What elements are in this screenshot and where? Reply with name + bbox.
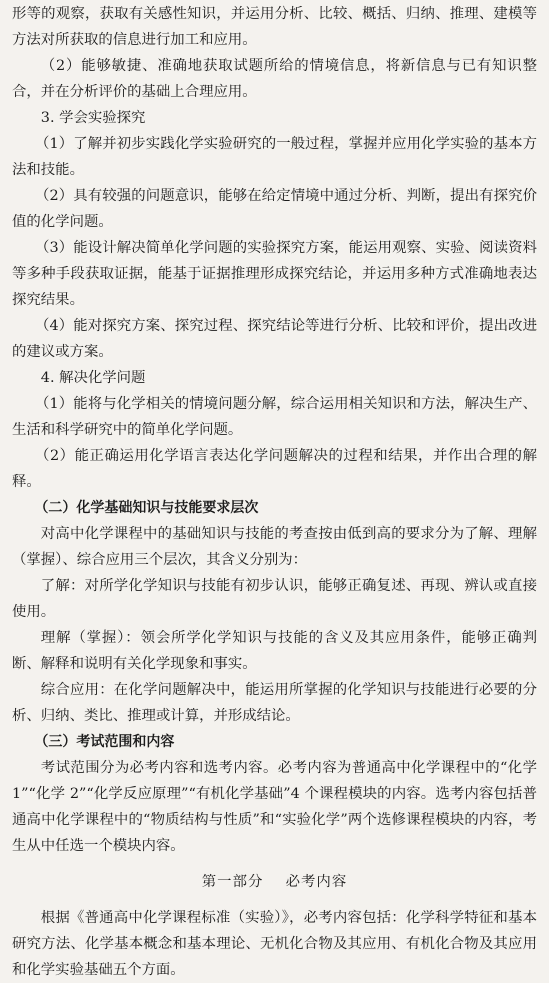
part-title [12, 869, 537, 895]
section-heading-levels: （二）化学基础知识与技能要求层次 [34, 500, 259, 516]
paragraph-problem-1: （1）能将与化学相关的情境问题分解，综合运用相关知识和方法，解决生产、生活和科学研究中的简单化学问题。 [12, 396, 537, 438]
paragraph-scope: 考试范围分为必考内容和选考内容。必考内容为普通高中化学课程中的“化学 1”“化学 2”“化学反应原理”“有机化学基础”4 个课程模块的内容。选考内容包括普通高中化学课程中的“物质结构与性质”和“实验化学”两个选修课程模块的内容，考生从中任选一个模块内容。 [12, 760, 537, 854]
paragraph-experiment-1: （1）了解并初步实践化学实验研究的一般过程，掌握并应用化学实验的基本方法和技能。 [12, 136, 537, 178]
section-heading-scope: （三）考试范围和内容 [34, 734, 175, 750]
paragraph-experiment-3: （3）能设计解决简单化学问题的实验探究方案，能运用观察、实验、阅读资料等多种手段获取证据，能基于证据推理形成探究结论，并运用多种方式准确地表达探究结果。 [12, 240, 537, 308]
paragraph-required-content: 根据《普通高中化学课程标准（实验）》，必考内容包括：化学科学特征和基本研究方法、化学基本概念和基本理论、无机化合物及其应用、有机化合物及其应用和化学实验基础五个方面。 [12, 910, 537, 978]
paragraph-understand: 了解：对所学化学知识与技能有初步认识，能够正确复述、再现、辨认或直接使用。 [12, 578, 537, 620]
subheading-experiment: 3. 学会实验探究 [40, 110, 146, 126]
subheading-problem-solving: 4. 解决化学问题 [40, 370, 146, 386]
paragraph-levels-intro: 对高中化学课程中的基础知识与技能的考查按由低到高的要求分为了解、理解（掌握）、综合应用三个层次，其含义分别为： [12, 526, 537, 568]
paragraph-apply: 综合应用：在化学问题解决中，能运用所掌握的化学知识与技能进行必要的分析、归纳、类比、推理或计算，并形成结论。 [12, 682, 537, 724]
part-title-text: 第一部分 必考内容 [201, 874, 348, 890]
paragraph-comprehend: 理解（掌握）：领会所学化学知识与技能的含义及其应用条件，能够正确判断、解释和说明有关化学现象和事实。 [12, 630, 537, 672]
paragraph-observation: 形等的观察，获取有关感性知识，并运用分析、比较、概括、归纳、推理、建模等方法对所获取的信息进行加工和应用。 [12, 6, 537, 48]
paragraph-problem-2: （2）能正确运用化学语言表达化学问题解决的过程和结果，并作出合理的解释。 [12, 448, 537, 490]
paragraph-experiment-2: （2）具有较强的问题意识，能够在给定情境中通过分析、判断，提出有探究价值的化学问题。 [12, 188, 537, 230]
paragraph-experiment-4: （4）能对探究方案、探究过程、探究结论等进行分析、比较和评价，提出改进的建议或方案。 [12, 318, 537, 360]
paragraph-item-2: （2）能够敏捷、准确地获取试题所给的情境信息，将新信息与已有知识整合，并在分析评价的基础上合理应用。 [12, 58, 537, 100]
